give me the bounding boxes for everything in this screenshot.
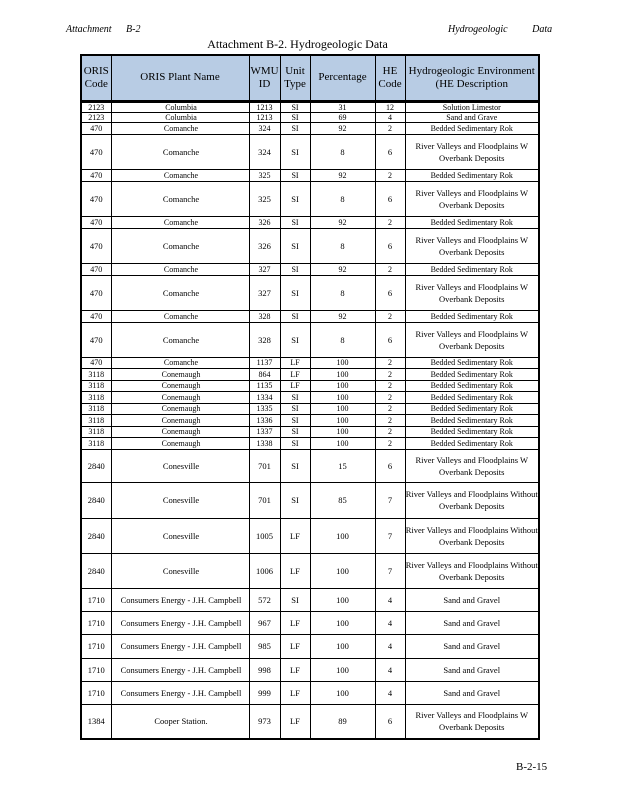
wmu-id-cell: 1137 [249,357,280,368]
wmu-id-cell: 325 [249,181,280,216]
table-row [81,403,539,414]
unit-type-cell: LF [280,681,310,704]
he-code-cell: 7 [375,518,405,553]
plant-name-cell: Conesville [111,482,249,518]
percentage-cell: 100 [310,588,375,611]
page-title: Attachment B-2. Hydrogeologic Data [207,37,388,51]
col-header-oris-code: ORIS Code [81,55,111,101]
wmu-id-cell: 1338 [249,437,280,449]
he-code-cell: 6 [375,181,405,216]
oris-code-cell: 1384 [81,704,111,739]
percentage-cell: 8 [310,181,375,216]
unit-type-cell: SI [280,322,310,357]
oris-code-cell: 2123 [81,101,111,112]
plant-name-cell: Comanche [111,310,249,322]
he-code-cell: 6 [375,228,405,263]
percentage-cell: 100 [310,380,375,391]
oris-code-cell: 3118 [81,403,111,414]
percentage-cell: 31 [310,101,375,112]
he-code-cell: 2 [375,216,405,228]
percentage-cell: 92 [310,169,375,181]
wmu-id-cell: 1336 [249,414,280,426]
col-header-unit-type: Unit Type [280,55,310,101]
he-code-cell: 2 [375,437,405,449]
table-row [81,181,539,216]
he-code-cell: 2 [375,122,405,134]
oris-code-cell: 470 [81,322,111,357]
percentage-cell: 8 [310,275,375,310]
oris-code-cell: 3118 [81,426,111,437]
percentage-cell: 100 [310,368,375,380]
oris-code-cell: 3118 [81,368,111,380]
he-code-cell: 2 [375,414,405,426]
table-row [81,588,539,611]
table-row [81,449,539,482]
unit-type-cell: LF [280,553,310,588]
unit-type-cell: SI [280,391,310,403]
col-header-wmu-id: WMU ID [249,55,280,101]
unit-type-cell: LF [280,704,310,739]
table-row [81,275,539,310]
wmu-id-cell: 324 [249,134,280,169]
wmu-id-cell: 998 [249,658,280,681]
oris-code-cell: 1710 [81,658,111,681]
wmu-id-cell: 999 [249,681,280,704]
table-body [81,101,539,739]
percentage-cell: 15 [310,449,375,482]
unit-type-cell: SI [280,101,310,112]
table-row [81,322,539,357]
he-description-cell: Bedded Sedimentary Rok [405,380,539,391]
oris-code-cell: 2123 [81,112,111,122]
he-code-cell: 2 [375,310,405,322]
unit-type-cell: LF [280,658,310,681]
he-code-cell: 4 [375,634,405,658]
plant-name-cell: Conemaugh [111,414,249,426]
unit-type-cell: SI [280,482,310,518]
table-row [81,357,539,368]
table-row [81,611,539,634]
percentage-cell: 100 [310,437,375,449]
percentage-cell: 92 [310,122,375,134]
table-row [81,482,539,518]
he-code-cell: 2 [375,368,405,380]
plant-name-cell: Comanche [111,357,249,368]
he-code-cell: 2 [375,169,405,181]
running-header-left [66,24,153,35]
oris-code-cell: 470 [81,357,111,368]
unit-type-cell: SI [280,228,310,263]
wmu-id-cell: 1213 [249,101,280,112]
wmu-id-cell: 325 [249,169,280,181]
he-code-cell: 6 [375,134,405,169]
he-code-cell: 7 [375,553,405,588]
he-description-cell: River Valleys and Floodplains Without Overbank Deposits [405,553,539,588]
plant-name-cell: Conesville [111,449,249,482]
plant-name-cell: Conesville [111,553,249,588]
percentage-cell: 89 [310,704,375,739]
col-header-percentage: Percentage [310,55,375,101]
table-row [81,634,539,658]
oris-code-cell: 470 [81,169,111,181]
unit-type-cell: SI [280,134,310,169]
col-header-he-code: HE Code [375,55,405,101]
unit-type-cell: SI [280,414,310,426]
oris-code-cell: 470 [81,228,111,263]
plant-name-cell: Conemaugh [111,426,249,437]
oris-code-cell: 3118 [81,437,111,449]
oris-code-cell: 1710 [81,611,111,634]
plant-name-cell: Conesville [111,518,249,553]
table-row [81,437,539,449]
unit-type-cell: SI [280,122,310,134]
he-description-cell: River Valleys and Floodplains W Overbank Deposits [405,181,539,216]
col-header-he-description: Hydrogeologic Environment (HE Description [405,55,539,101]
percentage-cell: 100 [310,414,375,426]
table-row [81,134,539,169]
plant-name-cell: Columbia [111,112,249,122]
plant-name-cell: Consumers Energy - J.H. Campbell [111,681,249,704]
unit-type-cell: SI [280,112,310,122]
unit-type-cell: LF [280,357,310,368]
table-row [81,169,539,181]
plant-name-cell: Comanche [111,169,249,181]
unit-type-cell: SI [280,216,310,228]
plant-name-cell: Consumers Energy - J.H. Campbell [111,658,249,681]
header-data-label: Data [532,24,553,35]
percentage-cell: 100 [310,553,375,588]
unit-type-cell: LF [280,611,310,634]
he-code-cell: 6 [375,322,405,357]
col-header-plant-name: ORIS Plant Name [111,55,249,101]
percentage-cell: 85 [310,482,375,518]
he-description-cell: Bedded Sedimentary Rok [405,310,539,322]
header-attachment-number: B-2 [126,24,141,35]
he-description-cell: Sand and Gravel [405,611,539,634]
plant-name-cell: Consumers Energy - J.H. Campbell [111,634,249,658]
plant-name-cell: Comanche [111,263,249,275]
he-code-cell: 4 [375,681,405,704]
he-description-cell: Bedded Sedimentary Rok [405,403,539,414]
wmu-id-cell: 328 [249,310,280,322]
percentage-cell: 69 [310,112,375,122]
he-description-cell: River Valleys and Floodplains W Overbank Deposits [405,449,539,482]
plant-name-cell: Conemaugh [111,403,249,414]
he-description-cell: Bedded Sedimentary Rok [405,426,539,437]
percentage-cell: 92 [310,310,375,322]
wmu-id-cell: 967 [249,611,280,634]
wmu-id-cell: 864 [249,368,280,380]
percentage-cell: 92 [310,216,375,228]
table-row [81,310,539,322]
wmu-id-cell: 1337 [249,426,280,437]
he-description-cell: Bedded Sedimentary Rok [405,216,539,228]
plant-name-cell: Comanche [111,181,249,216]
wmu-id-cell: 326 [249,216,280,228]
table-row [81,704,539,739]
wmu-id-cell: 328 [249,322,280,357]
percentage-cell: 8 [310,134,375,169]
percentage-cell: 100 [310,611,375,634]
unit-type-cell: SI [280,449,310,482]
wmu-id-cell: 1135 [249,380,280,391]
wmu-id-cell: 1213 [249,112,280,122]
plant-name-cell: Columbia [111,101,249,112]
wmu-id-cell: 1334 [249,391,280,403]
table-row [81,391,539,403]
wmu-id-cell: 701 [249,482,280,518]
he-description-cell: Bedded Sedimentary Rok [405,263,539,275]
table-row [81,681,539,704]
he-code-cell: 2 [375,391,405,403]
he-code-cell: 12 [375,101,405,112]
plant-name-cell: Conemaugh [111,437,249,449]
unit-type-cell: SI [280,275,310,310]
he-description-cell: River Valleys and Floodplains W Overbank Deposits [405,275,539,310]
he-code-cell: 6 [375,449,405,482]
plant-name-cell: Comanche [111,228,249,263]
oris-code-cell: 470 [81,263,111,275]
percentage-cell: 100 [310,658,375,681]
table-row [81,414,539,426]
wmu-id-cell: 1006 [249,553,280,588]
hydrogeologic-data-table [80,54,540,740]
plant-name-cell: Comanche [111,275,249,310]
plant-name-cell: Conemaugh [111,368,249,380]
oris-code-cell: 470 [81,310,111,322]
percentage-cell: 100 [310,391,375,403]
table-row [81,112,539,122]
unit-type-cell: LF [280,368,310,380]
he-description-cell: River Valleys and Floodplains W Overbank Deposits [405,322,539,357]
unit-type-cell: SI [280,437,310,449]
oris-code-cell: 2840 [81,482,111,518]
he-code-cell: 6 [375,275,405,310]
he-description-cell: Solution Limestor [405,101,539,112]
wmu-id-cell: 327 [249,275,280,310]
table-row [81,122,539,134]
plant-name-cell: Consumers Energy - J.H. Campbell [111,611,249,634]
wmu-id-cell: 326 [249,228,280,263]
he-description-cell: Bedded Sedimentary Rok [405,368,539,380]
plant-name-cell: Cooper Station. [111,704,249,739]
he-description-cell: Bedded Sedimentary Rok [405,357,539,368]
table-row [81,518,539,553]
wmu-id-cell: 327 [249,263,280,275]
unit-type-cell: LF [280,518,310,553]
he-code-cell: 4 [375,588,405,611]
he-code-cell: 4 [375,611,405,634]
oris-code-cell: 470 [81,134,111,169]
he-description-cell: Bedded Sedimentary Rok [405,391,539,403]
plant-name-cell: Comanche [111,134,249,169]
wmu-id-cell: 973 [249,704,280,739]
he-code-cell: 2 [375,357,405,368]
plant-name-cell: Comanche [111,322,249,357]
he-description-cell: Bedded Sedimentary Rok [405,169,539,181]
he-description-cell: Sand and Gravel [405,634,539,658]
he-code-cell: 2 [375,403,405,414]
running-header-right [448,24,552,35]
percentage-cell: 100 [310,634,375,658]
plant-name-cell: Consumers Energy - J.H. Campbell [111,588,249,611]
percentage-cell: 8 [310,322,375,357]
oris-code-cell: 1710 [81,634,111,658]
he-code-cell: 7 [375,482,405,518]
he-code-cell: 4 [375,658,405,681]
unit-type-cell: SI [280,181,310,216]
he-code-cell: 2 [375,426,405,437]
oris-code-cell: 3118 [81,380,111,391]
plant-name-cell: Comanche [111,216,249,228]
oris-code-cell: 470 [81,275,111,310]
unit-type-cell: SI [280,403,310,414]
he-description-cell: Sand and Gravel [405,588,539,611]
oris-code-cell: 470 [81,181,111,216]
page-number: B-2-15 [516,761,548,773]
oris-code-cell: 470 [81,122,111,134]
he-description-cell: Bedded Sedimentary Rok [405,414,539,426]
unit-type-cell: SI [280,263,310,275]
he-code-cell: 4 [375,112,405,122]
he-description-cell: River Valleys and Floodplains W Overbank Deposits [405,704,539,739]
wmu-id-cell: 572 [249,588,280,611]
he-code-cell: 6 [375,704,405,739]
table-row [81,228,539,263]
unit-type-cell: SI [280,310,310,322]
he-code-cell: 2 [375,380,405,391]
plant-name-cell: Conemaugh [111,380,249,391]
he-description-cell: River Valleys and Floodplains Without Overbank Deposits [405,518,539,553]
table-row [81,658,539,681]
table-row [81,380,539,391]
percentage-cell: 100 [310,518,375,553]
percentage-cell: 100 [310,403,375,414]
oris-code-cell: 2840 [81,518,111,553]
he-description-cell: Bedded Sedimentary Rok [405,122,539,134]
wmu-id-cell: 985 [249,634,280,658]
header-attachment-label: Attachment [66,24,112,35]
percentage-cell: 100 [310,426,375,437]
table-row [81,553,539,588]
he-description-cell: Sand and Gravel [405,681,539,704]
oris-code-cell: 2840 [81,449,111,482]
wmu-id-cell: 1335 [249,403,280,414]
percentage-cell: 8 [310,228,375,263]
he-description-cell: Sand and Grave [405,112,539,122]
he-description-cell: Sand and Gravel [405,658,539,681]
oris-code-cell: 1710 [81,588,111,611]
wmu-id-cell: 1005 [249,518,280,553]
wmu-id-cell: 324 [249,122,280,134]
percentage-cell: 100 [310,357,375,368]
plant-name-cell: Conemaugh [111,391,249,403]
percentage-cell: 92 [310,263,375,275]
table-row [81,101,539,112]
table-row [81,263,539,275]
he-description-cell: Bedded Sedimentary Rok [405,437,539,449]
he-description-cell: River Valleys and Floodplains Without Overbank Deposits [405,482,539,518]
wmu-id-cell: 701 [249,449,280,482]
oris-code-cell: 3118 [81,414,111,426]
table-row [81,216,539,228]
unit-type-cell: SI [280,588,310,611]
unit-type-cell: SI [280,169,310,181]
unit-type-cell: SI [280,426,310,437]
table-header-row [81,55,539,101]
he-description-cell: River Valleys and Floodplains W Overbank Deposits [405,228,539,263]
oris-code-cell: 470 [81,216,111,228]
he-description-cell: River Valleys and Floodplains W Overbank Deposits [405,134,539,169]
he-code-cell: 2 [375,263,405,275]
header-hydrogeologic-label: Hydrogeologic [448,24,508,35]
unit-type-cell: LF [280,634,310,658]
table-row [81,426,539,437]
plant-name-cell: Comanche [111,122,249,134]
oris-code-cell: 3118 [81,391,111,403]
table-row [81,368,539,380]
percentage-cell: 100 [310,681,375,704]
unit-type-cell: LF [280,380,310,391]
oris-code-cell: 2840 [81,553,111,588]
oris-code-cell: 1710 [81,681,111,704]
